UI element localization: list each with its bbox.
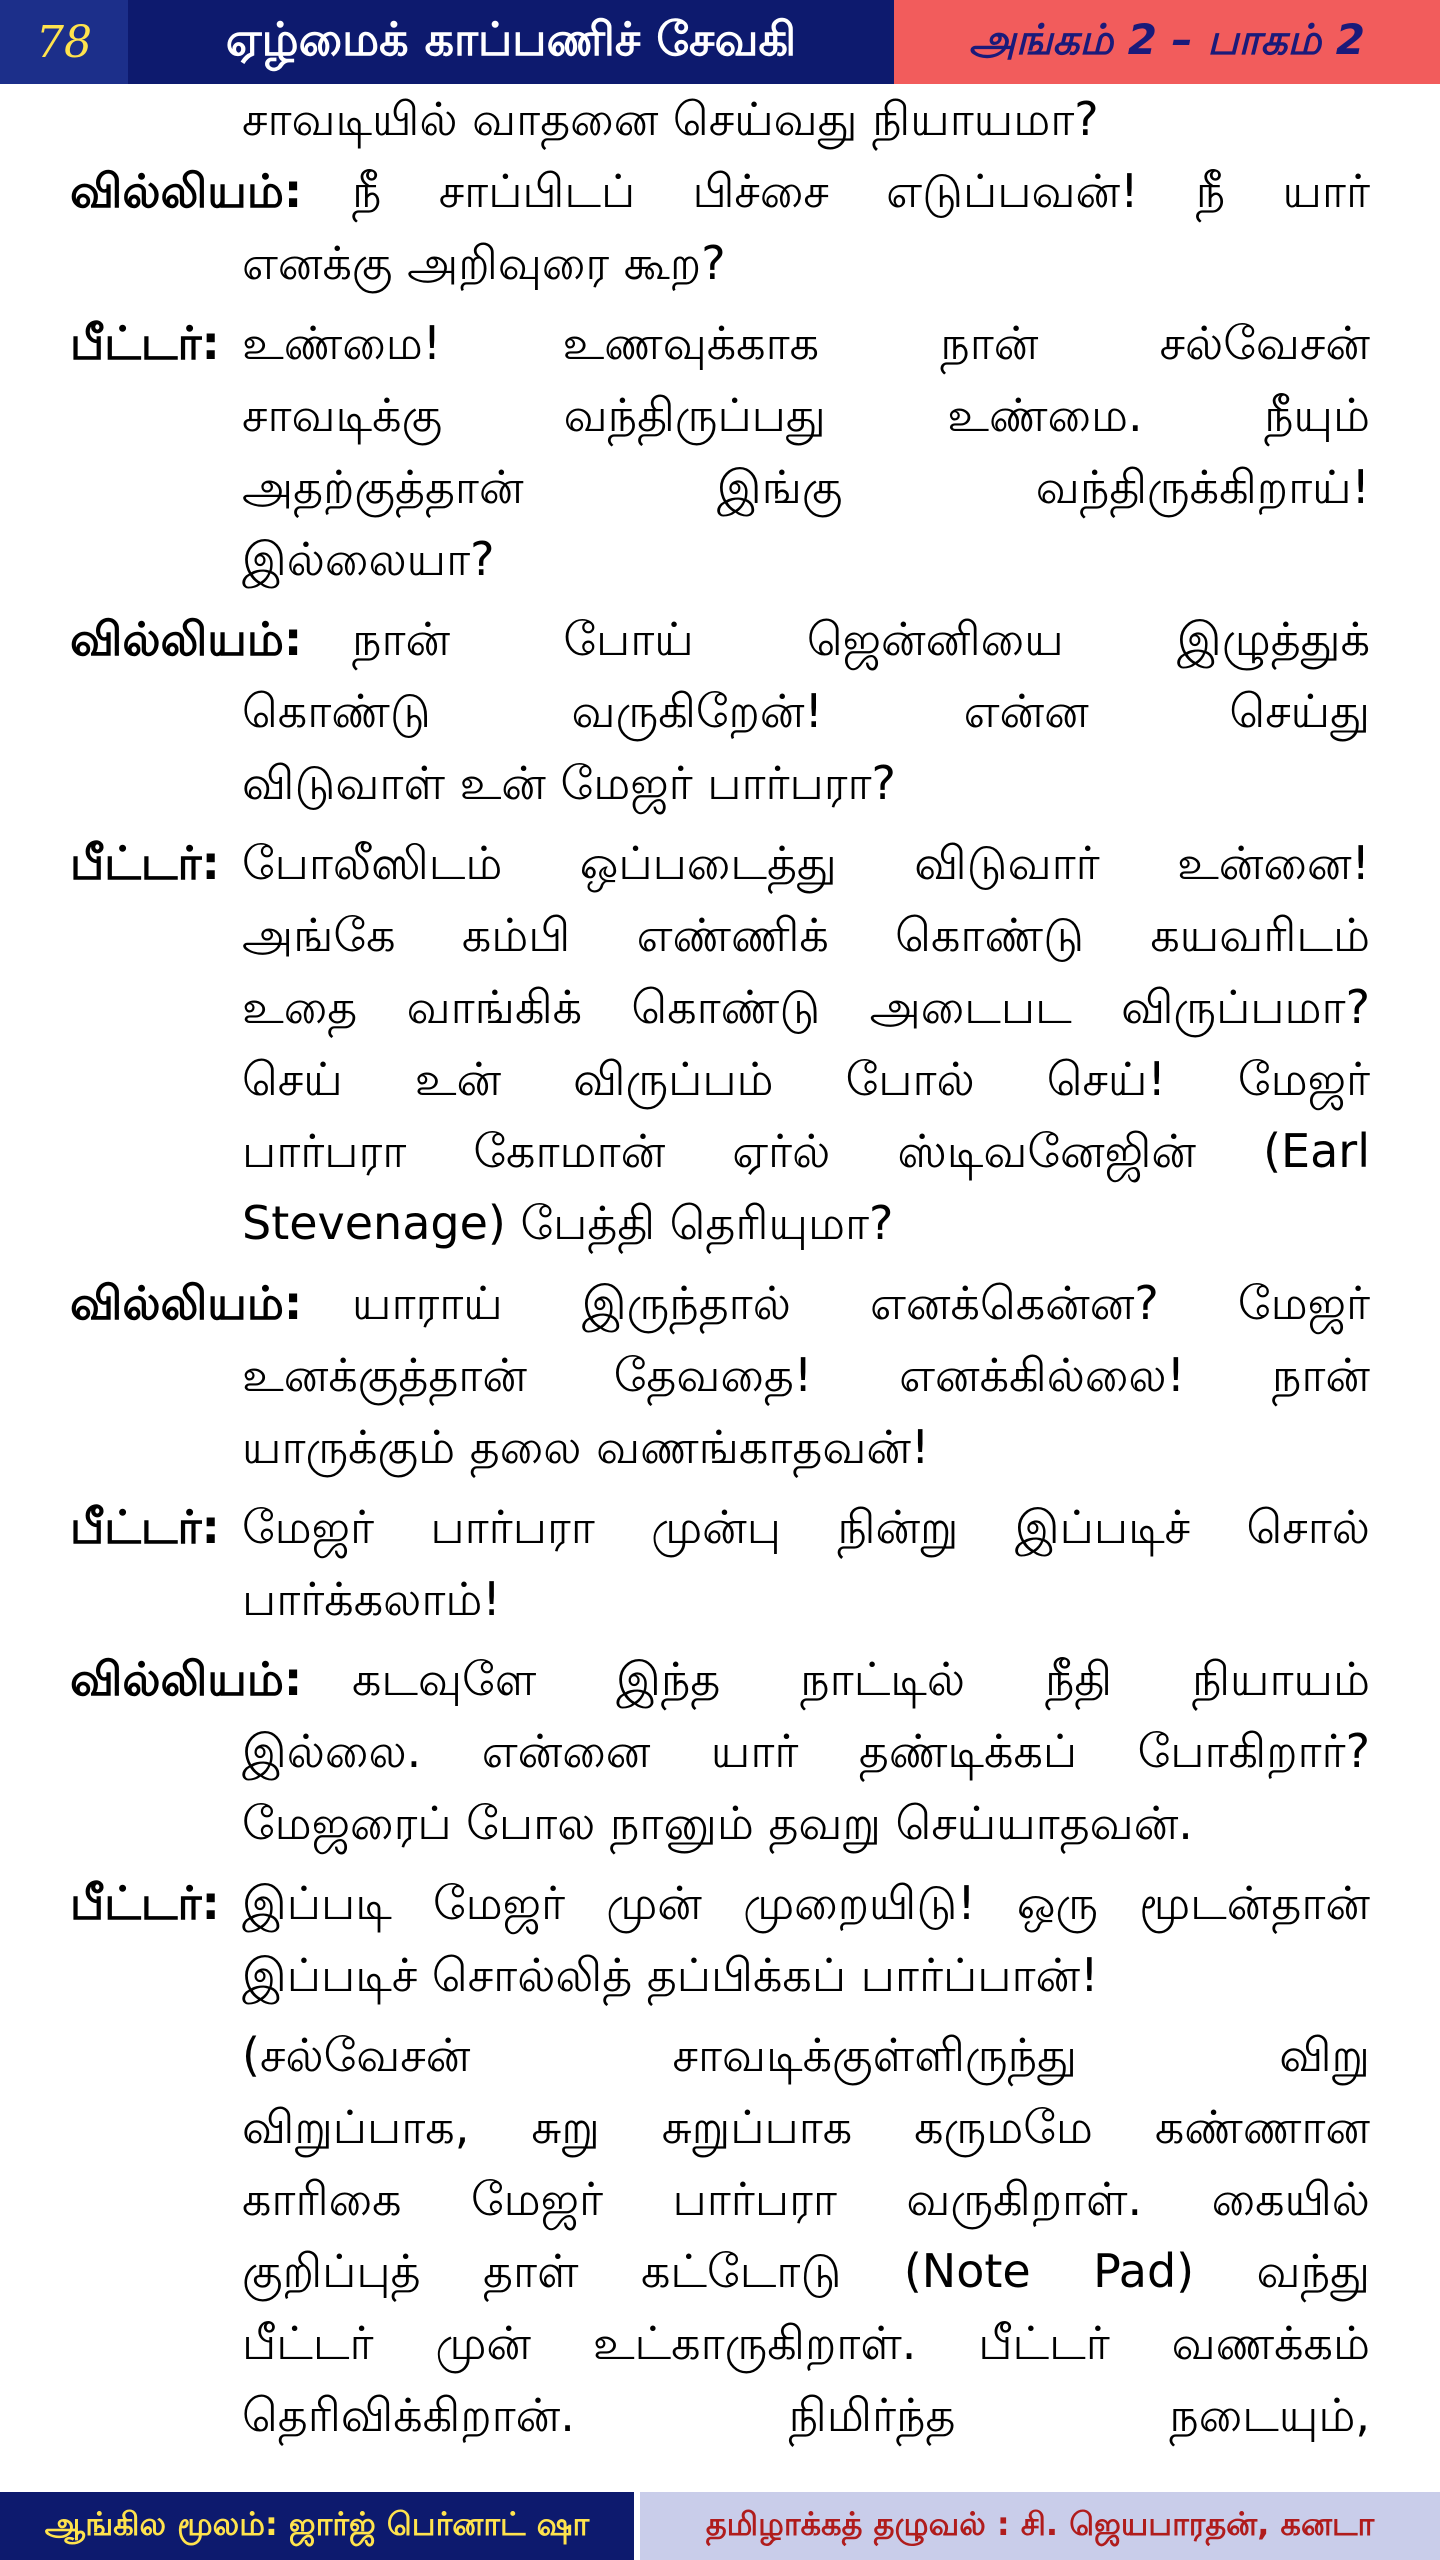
speaker-peter: பீட்டர்: (70, 1500, 220, 1554)
speaker-peter: பீட்டர்: (70, 316, 220, 370)
text-line: Stevenage) பேத்தி தெரியுமா? (242, 1196, 894, 1250)
speaker-peter: பீட்டர்: (70, 1876, 220, 1930)
text-line: உண்மை! உணவுக்காக நான் சல்வேசன் (242, 316, 1370, 370)
text-line: அதற்குத்தான் இங்கு வந்திருக்கிறாய்! (242, 460, 1370, 514)
stage-direction-line: (சல்வேசன் சாவடிக்குள்ளிருந்து விறு (242, 2028, 1370, 2082)
text-line: கொண்டு வருகிறேன்! என்ன செய்து (242, 684, 1370, 738)
text-line: உதை வாங்கிக் கொண்டு அடைபட விருப்பமா? (242, 980, 1370, 1034)
text-line: விடுவாள் உன் மேஜர் பார்பரா? (242, 756, 896, 810)
text-line: இப்படிச் சொல்லித் தப்பிக்கப் பார்ப்பான்! (242, 1948, 1099, 2002)
book-title: ஏழ்மைக் காப்பணிச் சேவகி (128, 0, 894, 84)
text-line: மேஜர் பார்பரா முன்பு நின்று இப்படிச் சொல் (242, 1500, 1370, 1554)
speaker-william: வில்லியம்: (70, 1652, 303, 1706)
text-line: யாராய் இருந்தால் எனக்கென்ன? மேஜர் (352, 1276, 1370, 1330)
text-line: நீ சாப்பிடப் பிச்சை எடுப்பவன்! நீ யார் (352, 164, 1370, 218)
text-line: செய் உன் விருப்பம் போல் செய்! மேஜர் (242, 1052, 1370, 1106)
speaker-william: வில்லியம்: (70, 1276, 303, 1330)
stage-direction-line: விறுப்பாக, சுறு சுறுப்பாக கருமமே கண்ணான (242, 2100, 1370, 2154)
text-line: பார்க்கலாம்! (242, 1572, 501, 1626)
text-line: அங்கே கம்பி எண்ணிக் கொண்டு கயவரிடம் (242, 908, 1370, 962)
stage-direction-line: பீட்டர் முன் உட்காருகிறாள். பீட்டர் வணக்கம் (242, 2316, 1370, 2370)
speaker-peter: பீட்டர்: (70, 836, 220, 890)
text-line: சாவடிக்கு வந்திருப்பது உண்மை. நீயும் (242, 388, 1370, 442)
text-line: இல்லையா? (242, 532, 495, 586)
page-number: 78 (0, 0, 128, 84)
translator-credit: தமிழாக்கத் தழுவல் : சி. ஜெயபாரதன், கனடா (634, 2492, 1440, 2560)
speaker-william: வில்லியம்: (70, 612, 303, 666)
text-line: சாவடியில் வாதனை செய்வது நியாயமா? (242, 92, 1099, 146)
page-header (0, 0, 1440, 84)
text-line: உனக்குத்தான் தேவதை! எனக்கில்லை! நான் (242, 1348, 1370, 1402)
act-part-label: அங்கம் 2 – பாகம் 2 (894, 0, 1440, 84)
source-credit: ஆங்கில மூலம்: ஜார்ஜ் பெர்னாட் ஷா (0, 2492, 634, 2560)
text-line: நான் போய் ஜென்னியை இழுத்துக் (352, 612, 1370, 666)
page-footer (0, 2492, 1440, 2560)
stage-direction-line: காரிகை மேஜர் பார்பரா வருகிறாள். கையில் (242, 2172, 1370, 2226)
text-line: இல்லை. என்னை யார் தண்டிக்கப் போகிறார்? (242, 1724, 1370, 1778)
text-line: பார்பரா கோமான் ஏர்ல் ஸ்டிவனேஜின் (Earl (242, 1124, 1370, 1178)
text-line: போலீஸிடம் ஒப்படைத்து விடுவார் உன்னை! (242, 836, 1370, 890)
text-line: யாருக்கும் தலை வணங்காதவன்! (242, 1420, 930, 1474)
text-line: மேஜரைப் போல நானும் தவறு செய்யாதவன். (242, 1796, 1193, 1850)
stage-direction-line: குறிப்புத் தாள் கட்டோடு (Note Pad) வந்து (242, 2244, 1370, 2298)
speaker-william: வில்லியம்: (70, 164, 303, 218)
text-line: இப்படி மேஜர் முன் முறையிடு! ஒரு மூடன்தான் (242, 1876, 1370, 1930)
text-line: எனக்கு அறிவுரை கூற? (242, 236, 726, 290)
stage-direction-line: தெரிவிக்கிறான். நிமிர்ந்த நடையும், (242, 2388, 1370, 2442)
text-line: கடவுளே இந்த நாட்டில் நீதி நியாயம் (352, 1652, 1370, 1706)
